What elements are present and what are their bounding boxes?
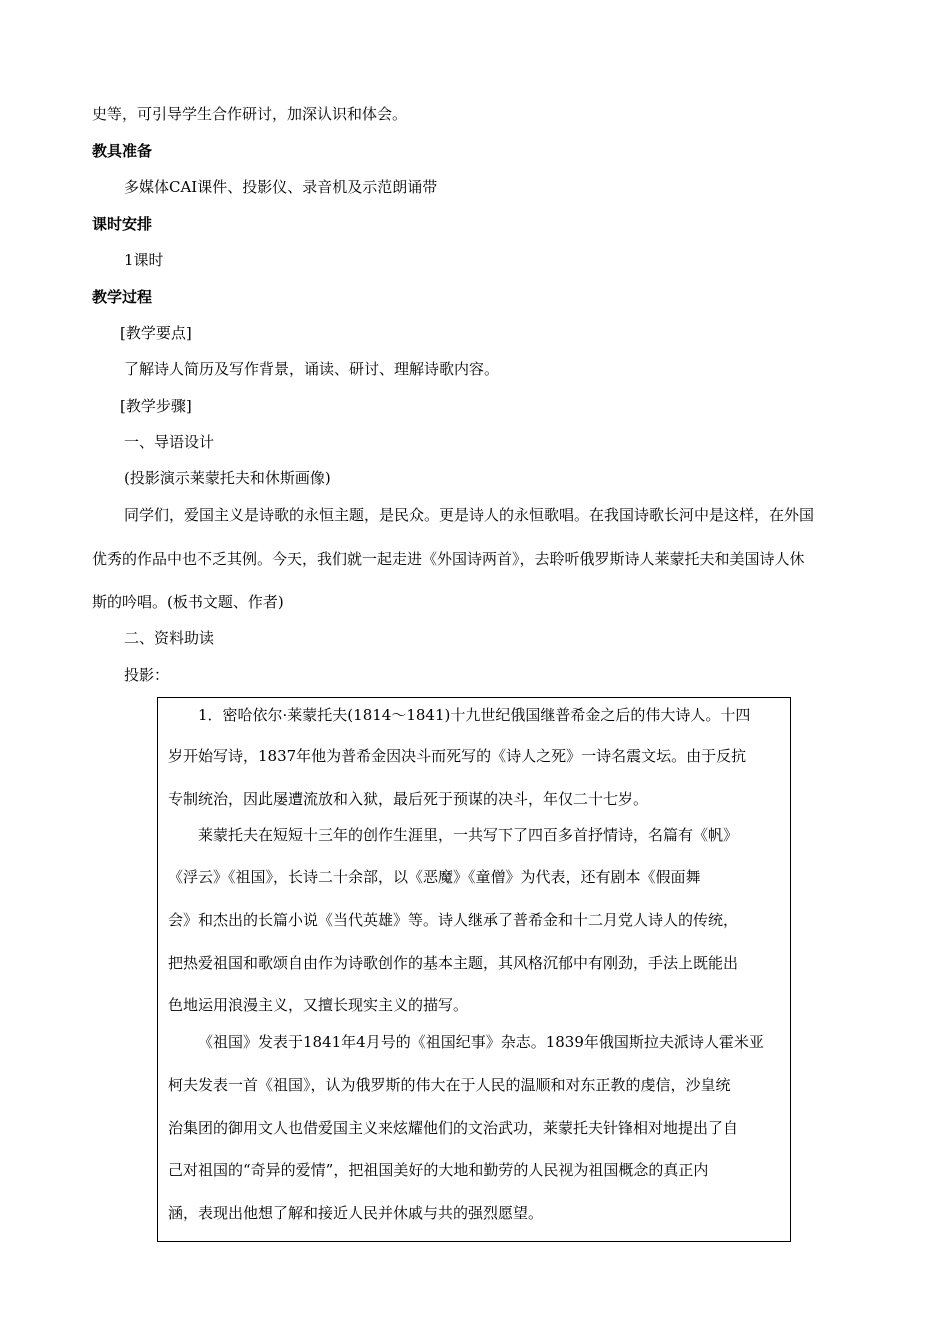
key-points-label: [教学要点] xyxy=(120,324,192,342)
box-para1-line: 1．密哈依尔·莱蒙托夫(1814～1841)十九世纪俄国继普希金之后的伟大诗人。十四 xyxy=(198,706,751,724)
box-para3-line: 《祖国》发表于1841年4月号的《祖国纪事》杂志。1839年俄国斯拉夫派诗人霍米亚 xyxy=(198,1033,764,1051)
tools-text: 多媒体CAI课件、投影仪、录音机及示范朗诵带 xyxy=(124,178,438,196)
box-para3-line: 涵，表现出他想了解和接近人民并休戚与共的强烈愿望。 xyxy=(168,1204,544,1222)
step1-note: (投影演示莱蒙托夫和休斯画像) xyxy=(124,469,331,487)
box-para2-line: 把热爱祖国和歌颂自由作为诗歌创作的基本主题，其风格沉郁中有刚劲，手法上既能出 xyxy=(168,954,739,972)
key-points-text: 了解诗人简历及写作背景，诵读、研讨、理解诗歌内容。 xyxy=(124,360,500,378)
tools-heading: 教具准备 xyxy=(92,142,153,160)
step1-para-line: 优秀的作品中也不乏其例。今天，我们就一起走进《外国诗两首》，去聆听俄罗斯诗人莱蒙托夫和美国诗人休 xyxy=(92,550,805,568)
box-para3-line: 己对祖国的“奇异的爱情”，把祖国美好的大地和勤劳的人民视为祖国概念的真正内 xyxy=(168,1161,709,1179)
box-para3-line: 治集团的御用文人也借爱国主义来炫耀他们的文治武功，莱蒙托夫针锋相对地提出了自 xyxy=(168,1119,739,1137)
projection-label: 投影： xyxy=(124,666,170,684)
step1-title: 一、导语设计 xyxy=(124,433,215,451)
box-para2-line: 色地运用浪漫主义，又擅长现实主义的描写。 xyxy=(168,996,469,1014)
step2-title: 二、资料助读 xyxy=(124,629,215,647)
box-para2-line: 莱蒙托夫在短短十三年的创作生涯里，一共写下了四百多首抒情诗，名篇有《帆》 xyxy=(198,826,739,844)
step1-para-line: 斯的吟唱。(板书文题、作者) xyxy=(92,593,284,611)
step1-para-line: 同学们，爱国主义是诗歌的永恒主题，是民众。更是诗人的永恒歌唱。在我国诗歌长河中是这样，在外国 xyxy=(124,506,815,524)
projection-box xyxy=(157,697,791,1242)
box-para2-line: 《浮云》《祖国》，长诗二十余部，以《恶魔》《童僧》为代表，还有剧本《假面舞 xyxy=(168,868,701,886)
box-para3-line: 柯夫发表一首《祖国》，认为俄罗斯的伟大在于人民的温顺和对东正教的虔信，沙皇统 xyxy=(168,1076,731,1094)
box-para1-line: 岁开始写诗，1837年他为普希金因决斗而死写的《诗人之死》一诗名震文坛。由于反抗 xyxy=(168,747,747,765)
hours-heading: 课时安排 xyxy=(92,215,153,233)
box-para2-line: 会》和杰出的长篇小说《当代英雄》等。诗人继承了普希金和十二月党人诗人的传统， xyxy=(168,911,739,929)
intro-tail-text: 史等，可引导学生合作研讨，加深认识和体会。 xyxy=(92,105,408,123)
steps-label: [教学步骤] xyxy=(120,397,192,415)
hours-text: 1课时 xyxy=(124,251,164,269)
process-heading: 教学过程 xyxy=(92,288,153,306)
box-para1-line: 专制统治，因此屡遭流放和入狱，最后死于预谋的决斗，年仅二十七岁。 xyxy=(168,790,649,808)
